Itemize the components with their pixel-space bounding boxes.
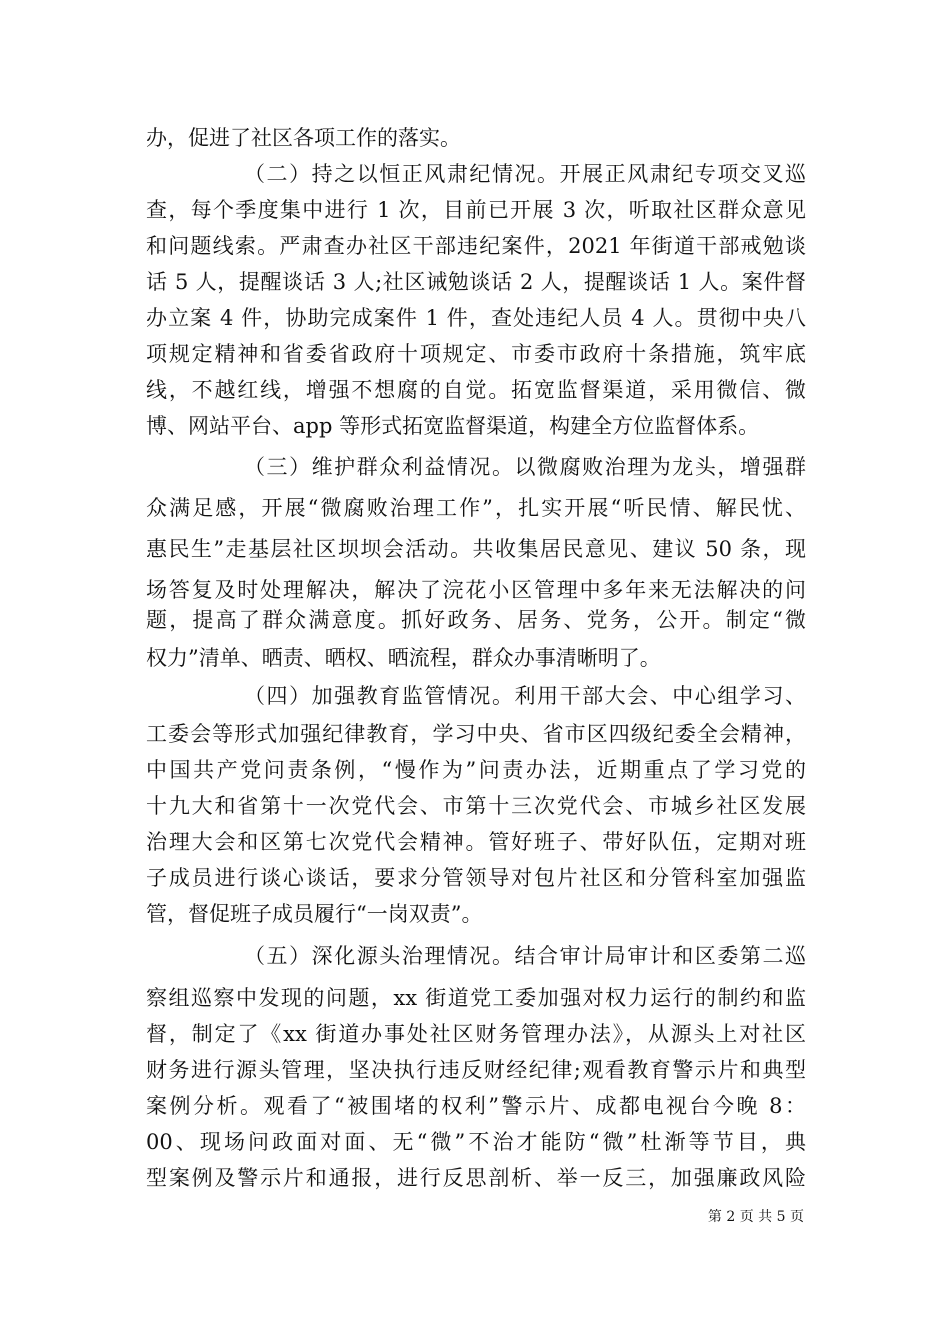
- text-line: 型案例及警示片和通报，进行反思剖析、举一反三，加强廉政风险: [146, 1166, 806, 1190]
- text-line: 十九大和省第十一次党代会、市第十三次党代会、市城乡社区发展: [146, 794, 806, 818]
- text-line: 案例分析。观看了“被围堵的权利”警示片、成都电视台今晚 8：: [146, 1094, 806, 1118]
- text-line: 办立案 4 件，协助完成案件 1 件，查处违纪人员 4 人。贯彻中央八: [146, 306, 806, 330]
- text-line: 权力”清单、晒责、晒权、晒流程，群众办事清晰明了。: [146, 646, 661, 670]
- text-line: 治理大会和区第七次党代会精神。管好班子、带好队伍，定期对班: [146, 830, 806, 854]
- text-line: 办，促进了社区各项工作的落实。: [146, 126, 461, 150]
- section-heading-line: （四）加强教育监管情况。利用干部大会、中心组学习、: [244, 684, 806, 708]
- text-line: 查，每个季度集中进行 1 次，目前已开展 3 次，听取社区群众意见: [146, 198, 806, 222]
- text-line: 子成员进行谈心谈话，要求分管领导对包片社区和分管科室加强监: [146, 866, 806, 890]
- page-number-footer: 第 2 页 共 5 页: [707, 1209, 804, 1225]
- section-heading-line: （五）深化源头治理情况。结合审计局审计和区委第二巡: [244, 944, 806, 968]
- text-line: 场答复及时处理解决，解决了浣花小区管理中多年来无法解决的问: [146, 578, 806, 602]
- text-line: 惠民生”走基层社区坝坝会活动。共收集居民意见、建议 50 条，现: [146, 537, 806, 561]
- text-line: 话 5 人，提醒谈话 3 人;社区诫勉谈话 2 人，提醒谈话 1 人。案件督: [146, 270, 806, 294]
- text-line: 线，不越红线，增强不想腐的自觉。拓宽监督渠道，采用微信、微: [146, 378, 806, 402]
- text-line: 察组巡察中发现的问题，xx 街道党工委加强对权力运行的制约和监: [146, 986, 806, 1010]
- text-line: 众满足感，开展“微腐败治理工作”，扎实开展“听民情、解民忧、: [146, 496, 806, 520]
- text-line: 工委会等形式加强纪律教育，学习中央、省市区四级纪委全会精神，: [146, 722, 806, 746]
- text-line: 管，督促班子成员履行“一岗双责”。: [146, 902, 483, 926]
- text-line: 督，制定了《xx 街道办事处社区财务管理办法》，从源头上对社区: [146, 1022, 806, 1046]
- text-line: 和问题线索。严肃查办社区干部违纪案件，2021 年街道干部戒勉谈: [146, 234, 806, 258]
- text-line: 财务进行源头管理，坚决执行违反财经纪律;观看教育警示片和典型: [146, 1058, 806, 1082]
- text-line: 博、网站平台、app 等形式拓宽监督渠道，构建全方位监督体系。: [146, 414, 760, 438]
- text-line: 00、现场问政面对面、无“微”不治才能防“微”杜渐等节目，典: [146, 1130, 806, 1154]
- section-heading-line: （三）维护群众利益情况。以微腐败治理为龙头，增强群: [244, 455, 806, 479]
- text-line: 项规定精神和省委省政府十项规定、市委市政府十条措施，筑牢底: [146, 342, 806, 366]
- text-line: 中国共产党问责条例，“慢作为”问责办法，近期重点了学习党的: [146, 758, 806, 782]
- text-line: 题，提高了群众满意度。抓好政务、居务、党务，公开。制定“微: [146, 608, 806, 632]
- section-heading-line: （二）持之以恒正风肃纪情况。开展正风肃纪专项交叉巡: [244, 162, 806, 186]
